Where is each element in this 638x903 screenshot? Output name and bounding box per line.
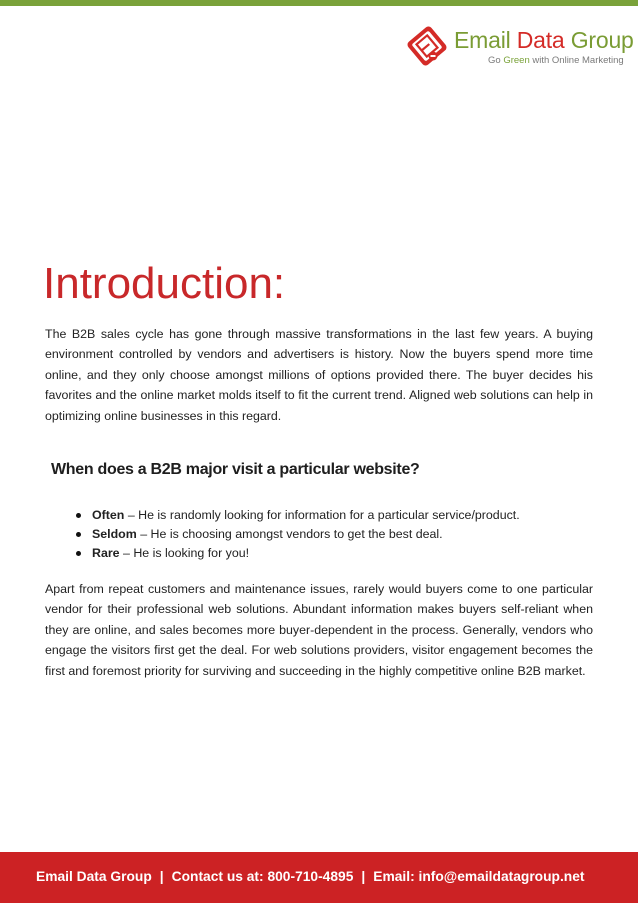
tagline-rest: with Online Marketing (532, 55, 624, 66)
visit-frequency-list (76, 506, 520, 563)
closing-paragraph: Apart from repeat customers and maintenance issues, rarely would buyers come to one particular vendor for their professional web solutions. Abundant information makes buyers self-reliant when they are online, and sales becomes more buyer-dependent in the process. Generally, vendors who engage the visitors first get the deal. For web solutions providers, visitor engagement becomes the first and foremost priority for surviving and succeeding in the highly competitive online B2B market. (45, 582, 593, 678)
list-item (76, 506, 520, 525)
section-subheading: When does a B2B major visit a particular website? (51, 461, 420, 478)
bullet-icon (76, 513, 81, 518)
footer-bar (0, 852, 638, 903)
logo-mark-icon (403, 22, 451, 70)
list-item (76, 544, 520, 563)
footer-separator: | (159, 869, 164, 884)
bullet-icon (76, 551, 81, 556)
list-item-term: Often (92, 508, 125, 522)
footer-text (36, 868, 585, 886)
footer-email: Email: info@emaildatagroup.net (373, 869, 585, 884)
list-item-term: Seldom (92, 527, 137, 541)
intro-paragraph: The B2B sales cycle has gone through massive transformations in the last few years. A buying environment controlled by vendors and advertisers is history. Now the buyers spend more time online, and they only choose amongst millions of options provided there. The buyer decides his favorites and the online market molds itself to fit the current trend. Aligned web solutions can help in optimizing online businesses in this regard. (45, 327, 593, 423)
logo-name (454, 26, 634, 54)
logo-name-data: Data (516, 27, 565, 53)
footer-separator: | (361, 869, 366, 884)
logo (403, 22, 634, 70)
page-title: Introduction: (43, 259, 286, 308)
list-item-term: Rare (92, 546, 120, 560)
logo-tagline (488, 55, 624, 67)
top-accent-bar (0, 0, 638, 6)
list-item (76, 525, 520, 544)
list-item-text: – He is choosing amongst vendors to get the best deal. (140, 527, 443, 541)
logo-name-email: Email (454, 27, 511, 53)
bullet-icon (76, 532, 81, 537)
tagline-green: Green (503, 55, 530, 66)
list-item-text: – He is randomly looking for information for a particular service/product. (127, 508, 520, 522)
list-item-text: – He is looking for you! (123, 546, 250, 560)
logo-name-group: Group (570, 27, 634, 53)
footer-contact: Contact us at: 800-710-4895 (171, 869, 354, 884)
tagline-go: Go (488, 55, 501, 66)
footer-company: Email Data Group (36, 869, 152, 884)
